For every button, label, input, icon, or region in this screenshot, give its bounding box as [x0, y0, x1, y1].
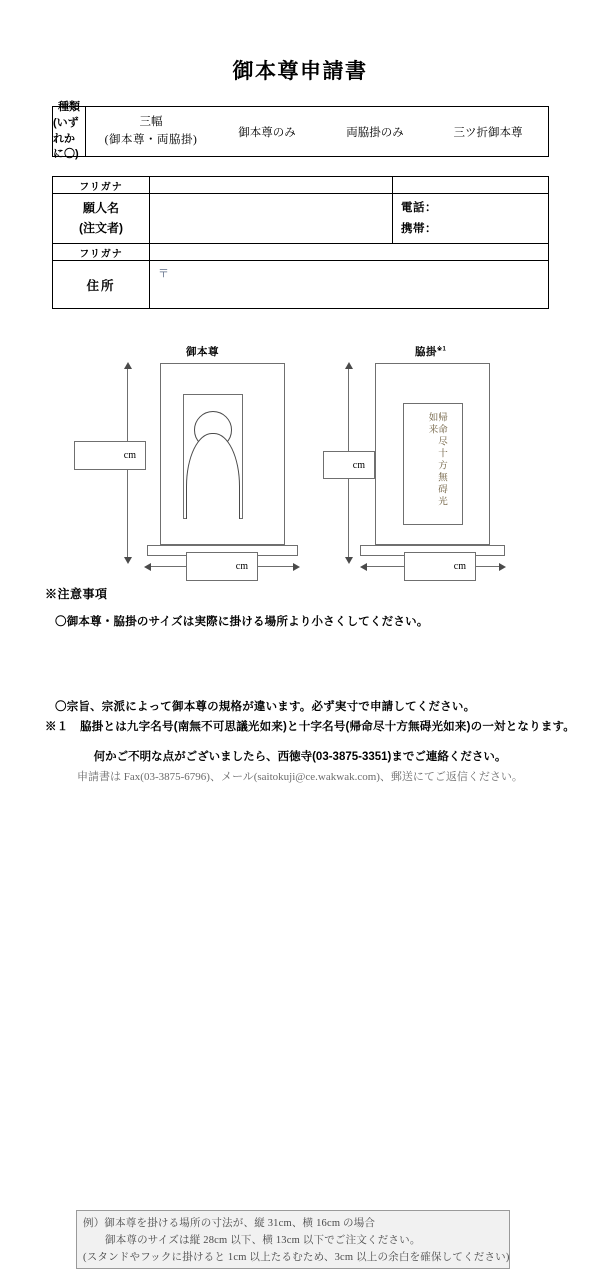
- note-bullet-sect: 〇宗旨、宗派によって御本尊の規格が違います。必ず実寸で申請してください。: [55, 701, 476, 713]
- wakigake-height-unit: cm: [352, 459, 365, 471]
- honzon-width-unit: cm: [235, 561, 248, 572]
- kind-label-line1: 種類: [58, 100, 80, 113]
- page-title: 御本尊申請書: [232, 59, 368, 83]
- furigana-name-label: フリガナ: [53, 177, 150, 193]
- wakigake-title-text: 脇掛: [415, 346, 437, 358]
- honzon-width-input[interactable]: [186, 552, 258, 581]
- kind-option-sanpuku-line2: (御本尊・両脇掛): [104, 133, 198, 146]
- applicant-name-label-line1: 願人名: [82, 201, 119, 216]
- honzon-height-unit: cm: [123, 450, 136, 461]
- applicant-name-input[interactable]: [150, 194, 393, 243]
- table-row: [53, 194, 548, 244]
- example-line-1: 例）御本尊を掛ける場所の寸法が、縦 31cm、横 16cm の場合: [83, 1218, 376, 1229]
- phone-cell-top-spacer: [393, 177, 548, 193]
- size-diagram: [0, 330, 600, 590]
- example-line-3: (スタンドやフックに掛けると 1cm 以上たるむため、3cm 以上の余白を確保してください): [83, 1252, 510, 1263]
- honzon-height-input[interactable]: [74, 441, 146, 470]
- address-label: 住所: [53, 261, 150, 308]
- contact-line-submission: 申請書は Fax(03-3875-6796)、メール(saitokuji@ce.wakwak.com)、郵送にてご返信ください。: [77, 771, 523, 783]
- kind-label-cell: [53, 100, 86, 161]
- kind-option-mitsuori-honzon[interactable]: 三ツ折御本尊: [453, 126, 523, 139]
- kind-label-line2: (いずれかに〇): [53, 116, 79, 161]
- kind-option-sanpuku-line1: 三幅: [139, 116, 163, 129]
- example-box: [76, 1210, 510, 1269]
- wakigake-diagram-title: [415, 344, 446, 359]
- wakigake-scroll-text: 帰命尽十方無碍光如来: [426, 412, 447, 508]
- note-bullet-wakigake-definition: ※１ 脇掛とは九字名号(南無不可思議光如来)と十字名号(帰命尽十方無碍光如来)の一対となります。: [45, 721, 575, 733]
- furigana-address-input[interactable]: [150, 244, 548, 260]
- applicant-info-table: [52, 176, 549, 309]
- applicant-name-label: [53, 194, 150, 243]
- wakigake-title-note: ※1: [437, 346, 447, 353]
- postal-code-mark: 〒: [158, 268, 169, 280]
- contact-numbers-cell: [393, 194, 548, 243]
- example-line-2: 御本尊のサイズは縦 28cm 以下、横 13cm 以下でご注文ください。: [105, 1235, 421, 1246]
- applicant-name-label-line2: (注文者): [79, 220, 123, 235]
- note-bullet-size: 〇御本尊・脇掛のサイズは実際に掛ける場所より小さくしてください。: [55, 616, 429, 628]
- wakigake-height-input[interactable]: [323, 451, 375, 479]
- notes-heading: ※注意事項: [45, 587, 108, 601]
- kind-option-sanpuku[interactable]: [90, 114, 212, 149]
- honzon-diagram-title: 御本尊: [186, 346, 219, 358]
- table-row: [53, 244, 548, 261]
- kind-options-cell: [86, 107, 548, 156]
- mobile-label[interactable]: 携帯：: [401, 223, 437, 236]
- phone-label[interactable]: 電話：: [401, 202, 437, 214]
- table-row: [53, 177, 548, 194]
- kind-selection-table: [52, 100, 549, 161]
- table-row: [53, 261, 548, 308]
- wakigake-width-unit: cm: [453, 561, 466, 572]
- address-input[interactable]: [150, 261, 548, 308]
- furigana-address-label: フリガナ: [53, 244, 150, 260]
- kind-option-wakigake-only[interactable]: 両脇掛のみ: [346, 126, 404, 139]
- wakigake-width-input[interactable]: [404, 552, 476, 581]
- furigana-name-input[interactable]: [150, 177, 393, 193]
- kind-option-honzon-only[interactable]: 御本尊のみ: [238, 126, 296, 139]
- contact-line-temple: 何かご不明な点がございましたら、西徳寺(03-3875-3351)までご連絡ください。: [93, 751, 507, 763]
